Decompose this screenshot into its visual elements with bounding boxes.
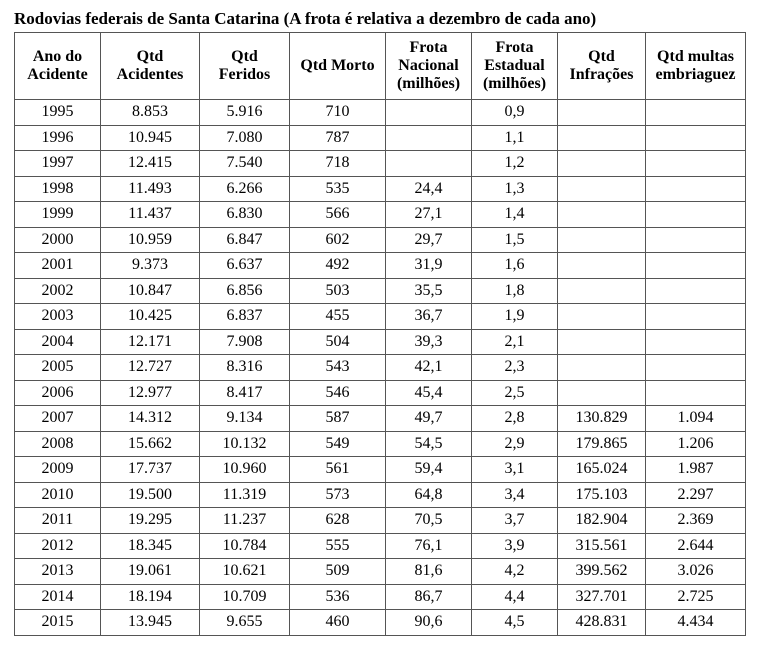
- table-cell: 19.295: [101, 508, 200, 534]
- table-cell: 1.206: [646, 431, 746, 457]
- table-cell: 24,4: [386, 176, 472, 202]
- table-cell: 573: [290, 482, 386, 508]
- column-header-line: embriaguez: [655, 66, 736, 83]
- table-cell: 2000: [15, 227, 101, 253]
- table-cell: 54,5: [386, 431, 472, 457]
- table-cell: 10.132: [200, 431, 290, 457]
- table-cell: 45,4: [386, 380, 472, 406]
- table-cell: 35,5: [386, 278, 472, 304]
- column-header-line: Qtd: [136, 48, 164, 65]
- table-cell: [386, 151, 472, 177]
- table-cell: 587: [290, 406, 386, 432]
- table-row: [15, 559, 746, 585]
- table-cell: 1,1: [472, 125, 558, 151]
- table-cell: 9.655: [200, 610, 290, 636]
- column-header-line: Nacional: [398, 57, 459, 74]
- table-cell: 27,1: [386, 202, 472, 228]
- table-cell: 64,8: [386, 482, 472, 508]
- table-cell: 165.024: [558, 457, 646, 483]
- column-header: [558, 33, 646, 100]
- table-cell: 2,5: [472, 380, 558, 406]
- table-cell: 2,1: [472, 329, 558, 355]
- table-row: [15, 176, 746, 202]
- table-cell: [646, 329, 746, 355]
- table-cell: 1,9: [472, 304, 558, 330]
- table-cell: 6.830: [200, 202, 290, 228]
- table-cell: 10.945: [101, 125, 200, 151]
- table-cell: [558, 227, 646, 253]
- table-row: [15, 406, 746, 432]
- table-cell: 10.847: [101, 278, 200, 304]
- table-row: [15, 253, 746, 279]
- column-header: [101, 33, 200, 100]
- table-cell: [558, 125, 646, 151]
- column-header: [646, 33, 746, 100]
- table-cell: [558, 380, 646, 406]
- table-cell: 2013: [15, 559, 101, 585]
- table-cell: [646, 355, 746, 381]
- table-cell: 12.977: [101, 380, 200, 406]
- table-cell: 3,1: [472, 457, 558, 483]
- table-cell: [646, 253, 746, 279]
- column-header-line: Infrações: [569, 66, 634, 83]
- table-cell: 12.171: [101, 329, 200, 355]
- table-cell: 86,7: [386, 584, 472, 610]
- table-cell: [646, 278, 746, 304]
- column-header-line: Qtd Morto: [300, 57, 375, 74]
- table-cell: 718: [290, 151, 386, 177]
- table-cell: 18.194: [101, 584, 200, 610]
- table-cell: 6.847: [200, 227, 290, 253]
- column-header-line: Frota: [495, 39, 534, 56]
- table-cell: 59,4: [386, 457, 472, 483]
- table-cell: 81,6: [386, 559, 472, 585]
- table-row: [15, 533, 746, 559]
- table-cell: 3.026: [646, 559, 746, 585]
- table-cell: 460: [290, 610, 386, 636]
- table-cell: 555: [290, 533, 386, 559]
- table-row: [15, 584, 746, 610]
- table-cell: 9.134: [200, 406, 290, 432]
- table-cell: 2008: [15, 431, 101, 457]
- table-cell: 1.987: [646, 457, 746, 483]
- table-cell: 2010: [15, 482, 101, 508]
- table-row: [15, 457, 746, 483]
- table-cell: 628: [290, 508, 386, 534]
- table-row: [15, 151, 746, 177]
- table-cell: 2007: [15, 406, 101, 432]
- table-row: [15, 380, 746, 406]
- table-cell: 2.297: [646, 482, 746, 508]
- table-cell: 2015: [15, 610, 101, 636]
- table-cell: 39,3: [386, 329, 472, 355]
- table-cell: [558, 304, 646, 330]
- table-cell: 90,6: [386, 610, 472, 636]
- table-row: [15, 227, 746, 253]
- table-cell: 399.562: [558, 559, 646, 585]
- table-row: [15, 278, 746, 304]
- table-cell: 5.916: [200, 100, 290, 126]
- table-row: [15, 100, 746, 126]
- table-cell: 1,3: [472, 176, 558, 202]
- table-cell: 2014: [15, 584, 101, 610]
- table-row: [15, 329, 746, 355]
- table-cell: 8.853: [101, 100, 200, 126]
- table-cell: [646, 176, 746, 202]
- table-cell: 2011: [15, 508, 101, 534]
- table-cell: 710: [290, 100, 386, 126]
- table-cell: [646, 202, 746, 228]
- table-cell: [646, 380, 746, 406]
- table-row: [15, 610, 746, 636]
- table-cell: 10.960: [200, 457, 290, 483]
- table-cell: 7.080: [200, 125, 290, 151]
- table-cell: 3,7: [472, 508, 558, 534]
- table-cell: [646, 227, 746, 253]
- table-cell: 175.103: [558, 482, 646, 508]
- table-cell: 2003: [15, 304, 101, 330]
- table-cell: 1997: [15, 151, 101, 177]
- table-cell: 561: [290, 457, 386, 483]
- column-header: [200, 33, 290, 100]
- table-cell: 11.437: [101, 202, 200, 228]
- table-cell: 19.500: [101, 482, 200, 508]
- table-cell: 3,9: [472, 533, 558, 559]
- table-cell: 2009: [15, 457, 101, 483]
- column-header-line: Acidentes: [116, 66, 184, 83]
- column-header-line: (milhões): [396, 75, 461, 92]
- table-cell: 1,2: [472, 151, 558, 177]
- table-body: [15, 100, 746, 636]
- table-cell: 2002: [15, 278, 101, 304]
- table-row: [15, 125, 746, 151]
- table-cell: 504: [290, 329, 386, 355]
- table-cell: 49,7: [386, 406, 472, 432]
- table-cell: [558, 202, 646, 228]
- table-cell: 4.434: [646, 610, 746, 636]
- column-header: [472, 33, 558, 100]
- table-cell: [646, 125, 746, 151]
- table-cell: 12.415: [101, 151, 200, 177]
- table-cell: 602: [290, 227, 386, 253]
- table-cell: 10.425: [101, 304, 200, 330]
- table-cell: 1998: [15, 176, 101, 202]
- table-cell: 1.094: [646, 406, 746, 432]
- table-cell: 2004: [15, 329, 101, 355]
- table-cell: [558, 278, 646, 304]
- table-cell: 179.865: [558, 431, 646, 457]
- table-cell: 36,7: [386, 304, 472, 330]
- table-cell: [558, 151, 646, 177]
- table-cell: 70,5: [386, 508, 472, 534]
- table-cell: 17.737: [101, 457, 200, 483]
- column-header-line: Frota: [409, 39, 448, 56]
- table-cell: 535: [290, 176, 386, 202]
- header-row: [15, 33, 746, 100]
- table-cell: 2005: [15, 355, 101, 381]
- table-cell: 14.312: [101, 406, 200, 432]
- document: [14, 8, 746, 636]
- table-cell: [558, 100, 646, 126]
- table-cell: 1,8: [472, 278, 558, 304]
- table-cell: 8.316: [200, 355, 290, 381]
- table-cell: 42,1: [386, 355, 472, 381]
- table-cell: 11.493: [101, 176, 200, 202]
- column-header-line: Ano do: [32, 48, 83, 65]
- table-cell: 2001: [15, 253, 101, 279]
- table-row: [15, 431, 746, 457]
- column-header-line: Acidente: [27, 66, 88, 83]
- table-cell: 29,7: [386, 227, 472, 253]
- column-header: [386, 33, 472, 100]
- table-cell: 492: [290, 253, 386, 279]
- table-cell: 0,9: [472, 100, 558, 126]
- table-cell: 10.784: [200, 533, 290, 559]
- column-header: [15, 33, 101, 100]
- table-cell: 1996: [15, 125, 101, 151]
- table-cell: [558, 176, 646, 202]
- table-cell: 1,5: [472, 227, 558, 253]
- table-cell: 13.945: [101, 610, 200, 636]
- column-header: [290, 33, 386, 100]
- table-row: [15, 202, 746, 228]
- table-row: [15, 508, 746, 534]
- table-cell: 455: [290, 304, 386, 330]
- table-cell: 315.561: [558, 533, 646, 559]
- table-cell: 6.266: [200, 176, 290, 202]
- table-cell: 182.904: [558, 508, 646, 534]
- table-cell: [386, 125, 472, 151]
- column-header-line: Qtd multas: [657, 48, 734, 65]
- column-header-line: Feridos: [218, 66, 271, 83]
- table-cell: 6.837: [200, 304, 290, 330]
- table-cell: [646, 151, 746, 177]
- column-header-line: Qtd: [588, 48, 615, 65]
- table-cell: [646, 100, 746, 126]
- table-cell: 428.831: [558, 610, 646, 636]
- table-row: [15, 355, 746, 381]
- column-header-line: (milhões): [482, 75, 547, 92]
- table-cell: 31,9: [386, 253, 472, 279]
- table-cell: 2,3: [472, 355, 558, 381]
- table-cell: [558, 329, 646, 355]
- table-cell: 19.061: [101, 559, 200, 585]
- table-cell: 787: [290, 125, 386, 151]
- table-cell: 546: [290, 380, 386, 406]
- table-cell: 1,4: [472, 202, 558, 228]
- table-cell: 10.621: [200, 559, 290, 585]
- table-cell: 6.637: [200, 253, 290, 279]
- data-table: [14, 32, 746, 636]
- table-cell: [558, 253, 646, 279]
- table-cell: 11.237: [200, 508, 290, 534]
- table-cell: 543: [290, 355, 386, 381]
- table-cell: 1,6: [472, 253, 558, 279]
- table-cell: 2.369: [646, 508, 746, 534]
- table-cell: 8.417: [200, 380, 290, 406]
- table-cell: 2,9: [472, 431, 558, 457]
- table-cell: [646, 304, 746, 330]
- table-cell: 2.644: [646, 533, 746, 559]
- column-header-line: Qtd: [231, 48, 258, 65]
- table-cell: [386, 100, 472, 126]
- table-row: [15, 482, 746, 508]
- table-cell: 130.829: [558, 406, 646, 432]
- table-cell: 566: [290, 202, 386, 228]
- table-cell: 503: [290, 278, 386, 304]
- table-cell: [558, 355, 646, 381]
- table-row: [15, 304, 746, 330]
- table-cell: 536: [290, 584, 386, 610]
- table-cell: 18.345: [101, 533, 200, 559]
- table-cell: 2.725: [646, 584, 746, 610]
- table-cell: 10.959: [101, 227, 200, 253]
- table-cell: 2012: [15, 533, 101, 559]
- table-cell: 4,4: [472, 584, 558, 610]
- table-caption: Rodovias federais de Santa Catarina (A frota é relativa a dezembro de cada ano): [14, 9, 597, 28]
- table-cell: 1999: [15, 202, 101, 228]
- column-header-line: Estadual: [484, 57, 545, 74]
- table-cell: 1995: [15, 100, 101, 126]
- table-cell: 2,8: [472, 406, 558, 432]
- table-cell: 3,4: [472, 482, 558, 508]
- table-cell: 76,1: [386, 533, 472, 559]
- table-cell: 15.662: [101, 431, 200, 457]
- table-cell: 509: [290, 559, 386, 585]
- table-cell: 4,2: [472, 559, 558, 585]
- table-cell: 4,5: [472, 610, 558, 636]
- table-cell: 7.908: [200, 329, 290, 355]
- table-cell: 7.540: [200, 151, 290, 177]
- table-cell: 327.701: [558, 584, 646, 610]
- table-cell: 2006: [15, 380, 101, 406]
- table-cell: 6.856: [200, 278, 290, 304]
- table-cell: 9.373: [101, 253, 200, 279]
- table-cell: 549: [290, 431, 386, 457]
- table-cell: 11.319: [200, 482, 290, 508]
- table-cell: 10.709: [200, 584, 290, 610]
- table-cell: 12.727: [101, 355, 200, 381]
